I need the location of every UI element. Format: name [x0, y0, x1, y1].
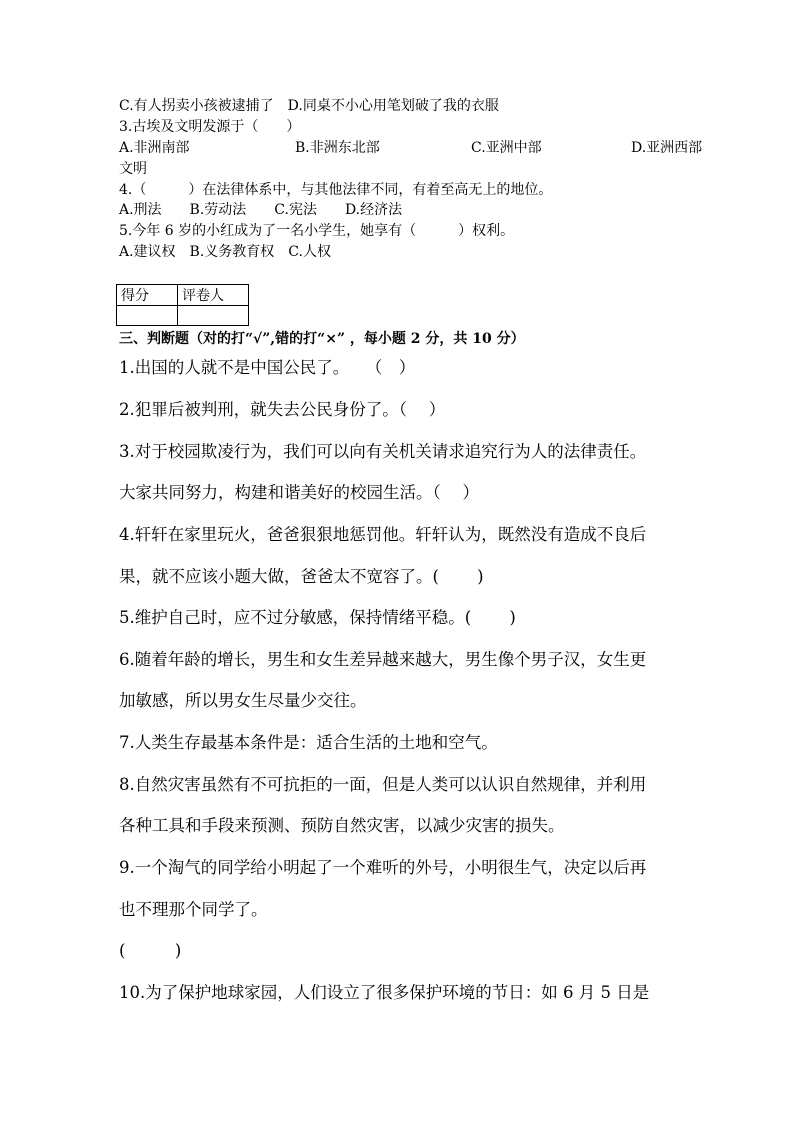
q3-option-d: D.亚洲西部	[631, 140, 703, 156]
question-line: 10.为了保护地球家园，人们设立了很多保护环境的节日：如 6 月 5 日是	[119, 983, 650, 1002]
question-line: 各种工具和手段来预测、预防自然灾害，以减少灾害的损失。	[119, 816, 565, 835]
q3-option-c: C.亚洲中部	[471, 140, 542, 156]
question-line: 加敏感，所以男女生尽量少交往。	[119, 691, 367, 710]
grader-label: 评卷人	[178, 285, 249, 306]
question-line: 7.人类生存最基本条件是：适合生活的土地和空气。	[119, 733, 498, 752]
question-line: 3.对于校园欺凌行为，我们可以向有关机关请求追究行为人的法律责任。	[119, 442, 647, 461]
q5-options: A.建议权 B.义务教育权 C.人权	[119, 244, 331, 260]
score-cell[interactable]	[117, 306, 178, 326]
question-line: 8.自然灾害虽然有不可抗拒的一面，但是人类可以认识自然规律，并利用	[119, 775, 647, 794]
q4-options: A.刑法 B.劳动法 C.宪法 D.经济法	[119, 202, 403, 218]
q3-options	[119, 138, 719, 159]
question-line: 也不理那个同学了。	[119, 900, 268, 919]
q3-option-d-wrap: 文明	[119, 161, 147, 177]
q2-option-line-c-d: C.有人拐卖小孩被逮捕了 D.同桌不小心用笔划破了我的衣服	[119, 98, 499, 114]
grader-cell[interactable]	[178, 306, 249, 326]
q5-stem: 5.今年 6 岁的小红成为了一名小学生，她享有（ ）权利。	[119, 223, 515, 239]
q3-option-b: B.非洲东北部	[295, 140, 380, 156]
q3-stem: 3.古埃及文明发源于（ ）	[119, 119, 301, 135]
question-line: 果，就不应该小题大做，爸爸太不宽容了。( )	[119, 567, 484, 586]
question-line: 5.维护自己时，应不过分敏感，保持情绪平稳。( )	[119, 608, 516, 627]
question-line: 4.轩轩在家里玩火，爸爸狠狠地惩罚他。轩轩认为，既然没有造成不良后	[119, 525, 647, 544]
question-line: 大家共同努力，构建和谐美好的校园生活。（ ）	[119, 483, 479, 502]
q3-option-a: A.非洲南部	[119, 140, 190, 156]
question-line: 1.出国的人就不是中国公民了。 （ ）	[119, 358, 416, 377]
question-line: 6.随着年龄的增长，男生和女生差异越来越大，男生像个男子汉，女生更	[119, 650, 647, 669]
score-table	[116, 284, 249, 326]
section-3-heading: 三、判断题（对的打“√”,错的打“×” ，每小题 2 分，共 10 分）	[119, 331, 525, 347]
score-label: 得分	[117, 285, 178, 306]
question-line: 9.一个淘气的同学给小明起了一个难听的外号，小明很生气，决定以后再	[119, 858, 647, 877]
q4-stem: 4.（ ）在法律体系中，与其他法律不同，有着至高无上的地位。	[119, 182, 553, 198]
answer-blank: ( )	[119, 941, 182, 960]
question-line: 2.犯罪后被判刑，就失去公民身份了。（ ）	[119, 400, 446, 419]
